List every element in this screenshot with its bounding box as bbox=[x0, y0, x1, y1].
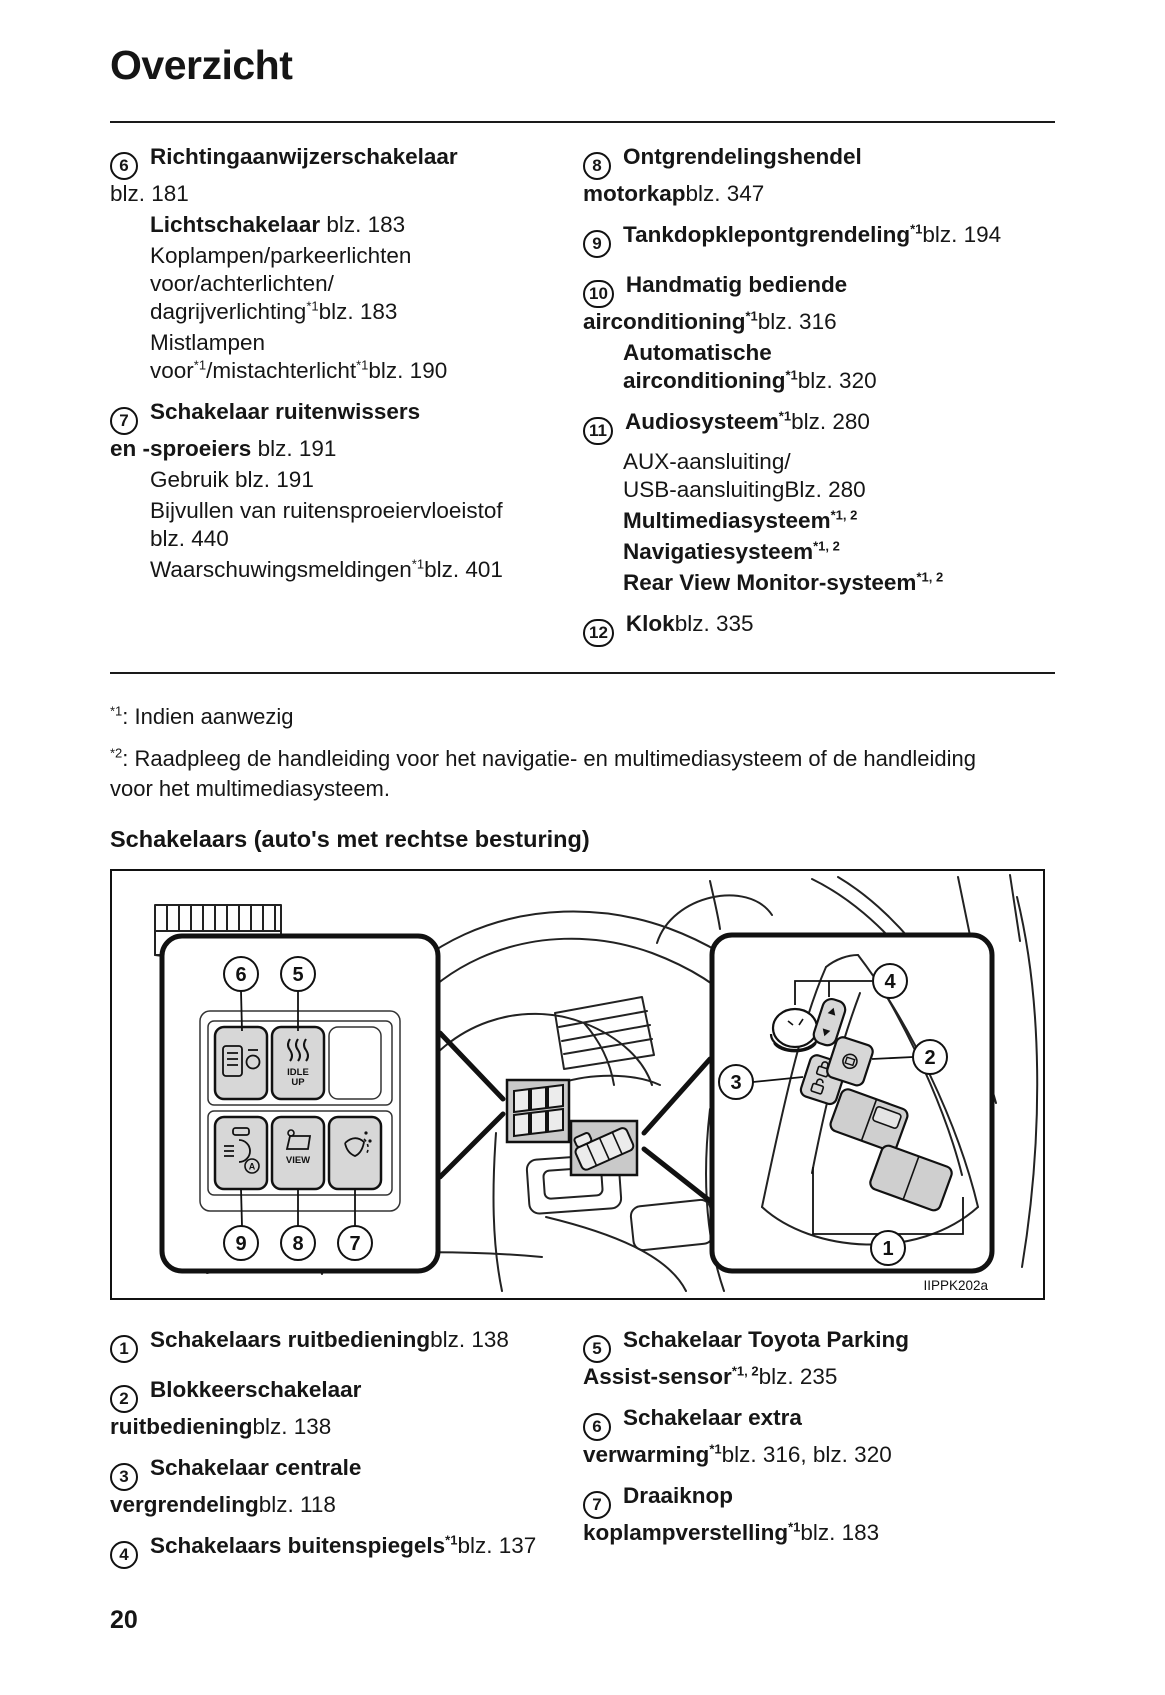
callout-3: 3 bbox=[730, 1072, 742, 1094]
divider-top bbox=[110, 121, 1055, 123]
item-text: Schakelaar ruitenwissers en -sproeiers blz. 191 bbox=[110, 399, 421, 461]
list-item bbox=[583, 408, 1055, 597]
list-item bbox=[583, 1326, 1055, 1391]
item-text: Schakelaar extra verwarming$^{*1}$blz. 316, blz. 320 bbox=[583, 1405, 892, 1467]
item-number-badge: 4 bbox=[110, 1541, 138, 1569]
door-switch-inset bbox=[570, 1117, 637, 1175]
sub-item-text: Waarschuwingsmeldingen$^{*1}$blz. 401 bbox=[150, 556, 503, 582]
bottom-legend-right-column bbox=[583, 1326, 1055, 1582]
page-title: Overzicht bbox=[110, 42, 293, 88]
callout-4: 4 bbox=[884, 971, 896, 993]
svg-text:UP: UP bbox=[291, 1077, 305, 1088]
top-legend-list bbox=[110, 143, 1055, 660]
list-item bbox=[583, 143, 1055, 208]
switch-panel-inset bbox=[507, 1080, 569, 1142]
callout-2: 2 bbox=[924, 1047, 936, 1069]
item-text: Handmatig bediende airconditioning$^{*1}$blz. 316 bbox=[583, 272, 848, 334]
switch-panel-callout bbox=[162, 936, 438, 1271]
bottom-legend-list bbox=[110, 1326, 1055, 1582]
mirror-selector-knob bbox=[771, 1009, 819, 1051]
item-text: Schakelaars buitenspiegels$^{*1}$blz. 137 bbox=[150, 1532, 537, 1558]
callout-7: 7 bbox=[349, 1233, 361, 1255]
list-item bbox=[110, 1326, 565, 1363]
sub-item-text: Bijvullen van ruitensproeiervloeistof blz. 440 bbox=[150, 498, 503, 551]
list-item bbox=[583, 221, 1055, 258]
callout-1: 1 bbox=[882, 1238, 894, 1260]
callout-6: 6 bbox=[235, 964, 247, 986]
item-number-badge: 5 bbox=[583, 1335, 611, 1363]
item-number-badge: 7 bbox=[110, 407, 138, 435]
item-text: Schakelaar Toyota Parking Assist-sensor$^{*1, 2}$blz. 235 bbox=[583, 1327, 909, 1389]
item-number-badge: 11 bbox=[583, 417, 613, 445]
top-legend-left-column bbox=[110, 143, 583, 660]
top-legend-right-column bbox=[583, 143, 1055, 660]
item-text: Ontgrendelingshendel motorkapblz. 347 bbox=[583, 144, 862, 206]
section-heading: Schakelaars (auto's met rechtse besturing) bbox=[110, 826, 590, 852]
list-item bbox=[583, 1482, 1055, 1547]
list-item bbox=[110, 143, 565, 385]
sub-item-text: AUX-aansluiting/ USB-aansluitingBlz. 280 bbox=[623, 449, 866, 502]
svg-text:IDLE: IDLE bbox=[287, 1067, 309, 1078]
item-number-badge: 3 bbox=[110, 1463, 138, 1491]
item-text: Audiosysteem$^{*1}$blz. 280 bbox=[624, 408, 870, 434]
callout-8: 8 bbox=[292, 1233, 304, 1255]
item-text: Schakelaars ruitbedieningblz. 138 bbox=[150, 1327, 509, 1352]
item-number-badge: 9 bbox=[583, 230, 611, 258]
headlight-washer-switch bbox=[329, 1117, 381, 1189]
blank-switch bbox=[329, 1027, 381, 1099]
item-text: Klokblz. 335 bbox=[625, 611, 754, 636]
list-item bbox=[583, 1404, 1055, 1469]
item-text: Richtingaanwijzerschakelaar blz. 181 bbox=[110, 144, 458, 206]
dashboard-line-art bbox=[112, 871, 1043, 1298]
manual-page bbox=[0, 42, 1165, 1582]
item-text: Schakelaar centrale vergrendelingblz. 118 bbox=[110, 1455, 362, 1517]
list-item bbox=[110, 1454, 565, 1519]
door-panel-callout bbox=[712, 935, 992, 1271]
list-item bbox=[583, 610, 1055, 647]
item-number-badge: 2 bbox=[110, 1385, 138, 1413]
item-number-badge: 12 bbox=[583, 619, 614, 647]
view-camera-switch bbox=[272, 1117, 324, 1189]
page-number: 20 bbox=[110, 1606, 138, 1634]
item-text: Blokkeerschakelaar ruitbedieningblz. 138 bbox=[110, 1377, 362, 1439]
list-item bbox=[583, 271, 1055, 395]
sub-item-text: Mistlampen voor$^{*1}$/mistachterlicht$^{*1}$blz. 190 bbox=[150, 330, 448, 383]
svg-text:VIEW: VIEW bbox=[285, 1155, 311, 1166]
sub-item-text: Automatische airconditioning$^{*1}$blz. 320 bbox=[623, 340, 877, 393]
sub-item-text: Gebruik blz. 191 bbox=[150, 467, 314, 492]
item-number-badge: 7 bbox=[583, 1491, 611, 1519]
item-number-badge: 6 bbox=[110, 152, 138, 180]
footnote-1: $^{*1}$: Indien aanwezig bbox=[110, 703, 294, 729]
list-item bbox=[110, 1532, 565, 1569]
svg-text:A: A bbox=[248, 1161, 256, 1172]
sub-item-text: Rear View Monitor-systeem$^{*1, 2}$ bbox=[623, 569, 944, 595]
item-number-badge: 10 bbox=[583, 280, 614, 308]
item-number-badge: 8 bbox=[583, 152, 611, 180]
list-item bbox=[110, 398, 565, 584]
dashboard-figure bbox=[110, 869, 1045, 1300]
callout-5: 5 bbox=[292, 964, 304, 986]
divider-middle bbox=[110, 672, 1055, 674]
sub-item-text: Multimediasysteem$^{*1, 2}$ bbox=[623, 507, 858, 533]
footnote-2: $^{*2}$: Raadpleeg de handleiding voor het navigatie- en multimediasysteem of de handleiding voor het multimediasysteem. bbox=[110, 745, 976, 801]
sub-item-text: Koplampen/parkeerlichten voor/achterlichten/ dagrijverlichting$^{*1}$blz. 183 bbox=[150, 243, 412, 324]
item-text: Draaiknop koplampverstelling$^{*1}$blz. 183 bbox=[583, 1483, 880, 1545]
item-number-badge: 1 bbox=[110, 1335, 138, 1363]
item-text: Tankdopklepontgrendeling$^{*1}$blz. 194 bbox=[623, 221, 1002, 247]
bottom-legend-left-column bbox=[110, 1326, 583, 1582]
callout-9: 9 bbox=[235, 1233, 247, 1255]
list-item bbox=[110, 1376, 565, 1441]
item-number-badge: 6 bbox=[583, 1413, 611, 1441]
sub-item-text: Lichtschakelaar blz. 183 bbox=[150, 212, 406, 237]
sub-item-text: Navigatiesysteem$^{*1, 2}$ bbox=[623, 538, 840, 564]
figure-code: IIPPK202a bbox=[923, 1278, 988, 1293]
idle-up-switch bbox=[272, 1027, 324, 1099]
